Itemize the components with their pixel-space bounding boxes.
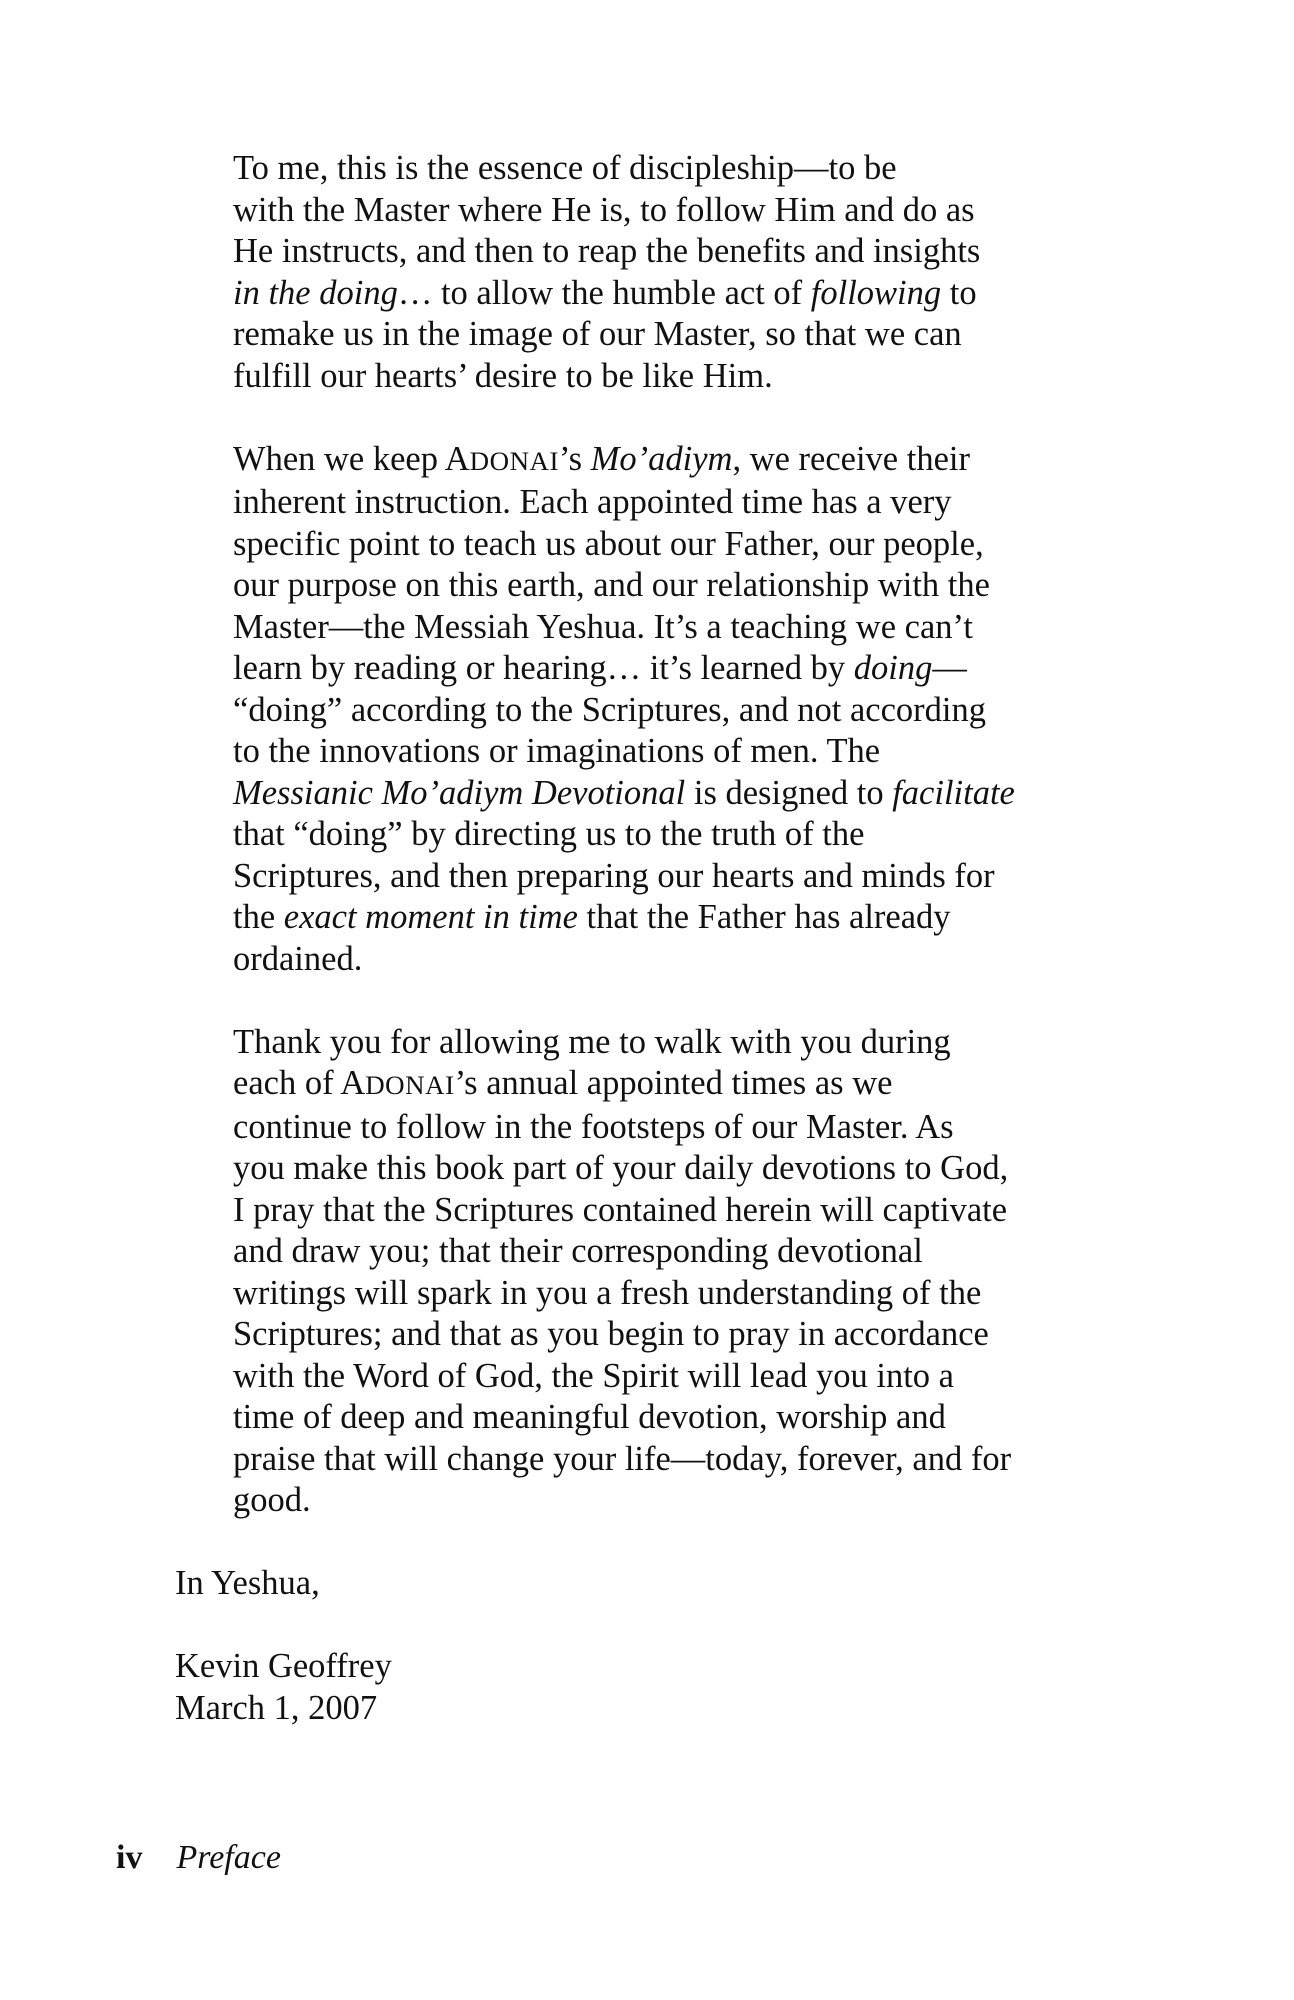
signature-date: March 1, 2007	[175, 1688, 378, 1727]
adonai-small-caps	[445, 440, 559, 478]
emphasis-book-title: Messianic Mo’adiym Devotional	[233, 773, 686, 812]
emphasis-following: following	[810, 273, 942, 312]
text-line: Master—the Messiah Yeshua. It’s a teaching we can’t	[233, 607, 973, 646]
text-line	[175, 773, 1080, 815]
body-text	[175, 148, 1080, 1771]
text-run: DONAI	[365, 1070, 455, 1100]
text-line: and draw you; that their corresponding devotional	[233, 1232, 923, 1270]
text-line: “doing” according to the Scriptures, and not according	[233, 690, 987, 729]
text-line: to the innovations or imaginations of men. The	[233, 732, 881, 770]
text-line	[175, 1063, 1080, 1107]
closing-salutation	[175, 1563, 1080, 1605]
adonai-small-caps	[340, 1064, 454, 1102]
author-name: Kevin Geoffrey	[175, 1647, 392, 1685]
text-line: time of deep and meaningful devotion, worship and	[233, 1398, 946, 1436]
text-run: each of	[233, 1064, 341, 1102]
page-footer	[116, 1838, 281, 1878]
text-run: A	[444, 439, 470, 478]
text-line: Scriptures; and that as you begin to pray in accordance	[233, 1315, 989, 1353]
text-line: specific point to teach us about our Father, our people,	[233, 524, 984, 563]
page-number: iv	[116, 1839, 143, 1876]
salutation-line: In Yeshua,	[175, 1564, 320, 1602]
text-run: that the Father has already	[577, 898, 951, 936]
text-line: praise that will change your life—today, forever, and for	[233, 1439, 1012, 1478]
emphasis-moadiym: Mo’adiym	[590, 439, 733, 478]
signature-block	[175, 1646, 1080, 1729]
text-line: that “doing” by directing us to the truth of the	[233, 815, 865, 853]
emphasis-in-the-doing: in the doing	[233, 273, 398, 312]
paragraph-moadiym	[175, 439, 1080, 981]
text-run: —	[932, 649, 967, 687]
text-line: with the Word of God, the Spirit will lead you into a	[233, 1356, 954, 1395]
text-run: DONAI	[469, 445, 559, 476]
text-run: , we receive their	[732, 439, 970, 478]
text-run: is designed to	[685, 773, 893, 812]
text-line	[175, 273, 1080, 315]
text-line: inherent instruction. Each appointed time has a very	[233, 483, 952, 521]
text-line: good.	[233, 1481, 311, 1519]
text-line: fulfill our hearts’ desire to be like Him.	[233, 356, 773, 395]
text-line: with the Master where He is, to follow Him and do as	[233, 190, 975, 229]
text-line: writings will spark in you a fresh understanding of the	[233, 1273, 982, 1312]
text-line: Thank you for allowing me to walk with you during	[233, 1022, 951, 1061]
text-line: I pray that the Scriptures contained herein will captivate	[233, 1190, 1008, 1229]
text-run: learn by reading or hearing… it’s learned by	[233, 649, 854, 687]
text-run: ’s annual appointed times as we	[454, 1064, 893, 1102]
emphasis-doing: doing	[853, 649, 933, 687]
text-line	[175, 897, 1080, 939]
paragraph-thank-you	[175, 1022, 1080, 1522]
text-line: continue to follow in the footsteps of our Master. As	[233, 1107, 954, 1146]
text-run: … to allow the humble act of	[397, 273, 811, 312]
text-line: our purpose on this earth, and our relationship with the	[233, 566, 990, 604]
section-title: Preface	[176, 1839, 281, 1876]
text-line: remake us in the image of our Master, so that we can	[233, 315, 962, 353]
text-run: ’s	[559, 439, 591, 478]
paragraph-discipleship	[175, 148, 1080, 397]
text-line	[175, 648, 1080, 690]
text-run: to	[941, 273, 977, 312]
emphasis-facilitate: facilitate	[892, 773, 1015, 812]
text-line: Scriptures, and then preparing our hearts and minds for	[233, 856, 995, 895]
text-line	[175, 439, 1080, 483]
text-line: ordained.	[233, 939, 363, 978]
text-line: To me, this is the essence of discipleship—to be	[233, 149, 897, 187]
text-run: When we keep	[233, 439, 445, 478]
text-line: you make this book part of your daily devotions to God,	[233, 1149, 1009, 1187]
text-run: A	[340, 1064, 366, 1102]
text-line: He instructs, and then to reap the benefits and insights	[233, 232, 981, 270]
text-run: the	[233, 898, 284, 936]
emphasis-exact-moment: exact moment in time	[283, 898, 578, 936]
